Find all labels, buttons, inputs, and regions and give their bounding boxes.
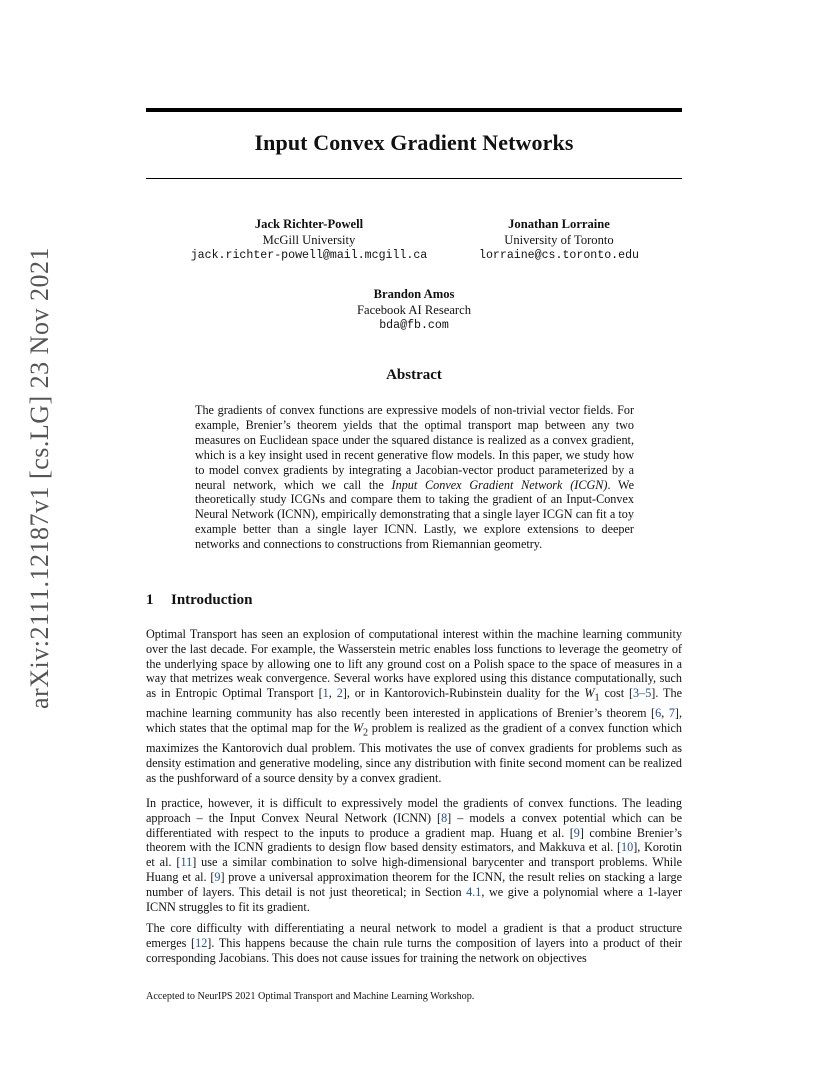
abstract-text-part: The gradients of convex functions are expressive models of non-trivial vector fields. For example, Brenier’s theorem yields that the optimal transport map between any two measures on Euclidean space under the squared distance is realized as a convex gradient, which is a key insight used in recent generative flow models. In this paper, we study how to model convex gradients by integrating a Jacobian-vector product parameterized by a neural network, which we call the: [195, 403, 634, 492]
paragraph-text: ,: [661, 706, 669, 721]
citation-link[interactable]: 9: [214, 869, 221, 884]
paragraph-text: ], or in Kantorovich-Rubinstein duality for the: [342, 686, 585, 701]
citation-link[interactable]: 2: [336, 686, 343, 701]
arxiv-side-stamp: arXiv:2111.12187v1 [cs.LG] 23 Nov 2021: [25, 247, 54, 709]
paragraph-text: ], Korotin et al. [: [146, 840, 682, 870]
citation-link[interactable]: 1: [322, 686, 329, 701]
citation-link[interactable]: 7: [668, 706, 675, 721]
citation-link[interactable]: 11: [180, 855, 193, 870]
section-link[interactable]: 4.1: [466, 884, 482, 899]
paragraph: [146, 627, 682, 786]
paragraph-text: ] prove a universal approximation theorem for the ICNN, the result relies on stacking a large number of layers. This detail is not just theoretical; in Section: [146, 869, 682, 899]
math-symbol: W: [584, 686, 595, 701]
paragraph-text: , we give a polynomial where a 1-layer ICNN struggles to fit its gradient.: [146, 884, 682, 914]
paragraph-text: ]. This happens because the chain rule turns the composition of layers into a product of their corresponding Jacobians. This does not cause issues for training the network on objectives: [146, 935, 682, 965]
footnote-venue: Accepted to NeurIPS 2021 Optimal Transport and Machine Learning Workshop.: [146, 991, 475, 1002]
paragraph-text: In practice, however, it is difficult to expressively model the gradients of convex functions. The leading approach – the Input Convex Neural Network (ICNN) [: [146, 796, 682, 825]
citation-link[interactable]: 3: [633, 686, 640, 701]
citation-link[interactable]: 5: [645, 686, 652, 701]
paragraph: [146, 796, 682, 914]
citation-link[interactable]: 12: [195, 935, 208, 950]
paragraph-text: ,: [328, 686, 337, 701]
paragraph-text: ], which states that the optimal map for the: [146, 706, 683, 736]
title-top-rule: [146, 108, 682, 112]
author-name: Jonathan Lorraine: [508, 217, 610, 231]
author-block: [176, 216, 442, 264]
paragraph-text: ] – models a convex potential which can be differentiated with respect to the inputs to produce a gradient map. Huang et al. [: [146, 810, 682, 840]
paragraph: [146, 921, 682, 965]
author-block: [280, 286, 548, 334]
paper-title: Input Convex Gradient Networks: [254, 130, 574, 155]
author-email[interactable]: bda@fb.com: [379, 319, 449, 332]
paragraph-text: ]. The machine learning community has also recently been interested in applications of Brenier’s theorem [: [146, 686, 682, 721]
author-affiliation: Facebook AI Research: [356, 303, 471, 317]
math-subscript: 2: [362, 727, 369, 739]
math-subscript: 1: [594, 692, 600, 704]
paragraph-text: ] use a similar combination to solve high-dimensional barycenter and transport problems. While Huang et al. [: [146, 855, 682, 884]
paragraph-text: cost [: [599, 686, 634, 701]
author-block: [426, 216, 692, 264]
author-name: Jack Richter-Powell: [254, 217, 364, 231]
citation-range-dash: –: [639, 686, 646, 701]
citation-link[interactable]: 10: [621, 840, 634, 855]
citation-link[interactable]: 8: [441, 810, 448, 825]
section-title: Introduction: [171, 592, 253, 608]
abstract-heading: Abstract: [386, 367, 442, 383]
author-name: Brandon Amos: [373, 287, 455, 301]
section-heading: [146, 592, 252, 609]
paragraph-text: The core difficulty with differentiating a neural network to model a gradient is that a product structure emerges [: [146, 921, 682, 950]
title-bottom-rule: [146, 178, 682, 179]
section-number: 1: [146, 592, 154, 608]
abstract-emphasis: Input Convex Gradient Network (ICGN): [391, 477, 608, 492]
author-affiliation: McGill University: [262, 233, 356, 247]
abstract-text: [195, 403, 634, 552]
math-symbol: W: [352, 721, 363, 736]
citation-link[interactable]: 6: [655, 706, 662, 721]
paragraph-text: ] combine Brenier’s theorem with the ICNN gradients to design flow based density estimators, and Makkuva et al. [: [146, 825, 682, 855]
paragraph-text: problem is realized as the gradient of a convex function which maximizes the Kantorovich dual problem. This motivates the use of convex gradients for problems such as density estimation and generative modeling, since any distribution with finite second moment can be realized as the pushforward of a source density by a convex gradient.: [146, 721, 682, 786]
paragraph-text: Optimal Transport has seen an explosion of computational interest within the machine learning community over the last decade. For example, the Wasserstein metric enables loss functions to leverage the geometry of the underlying space by allowing one to lift any ground cost on a Polish space to the space of measures in a way that metrizes weak convergence. Several works have explored using this distance computationally, such as in Entropic Optimal Transport [: [146, 627, 682, 701]
citation-link[interactable]: 9: [573, 825, 580, 840]
author-email[interactable]: lorraine@cs.toronto.edu: [478, 249, 640, 262]
author-email[interactable]: jack.richter-powell@mail.mcgill.ca: [190, 249, 428, 262]
abstract-text-part: . We theoretically study ICGNs and compare them to taking the gradient of an Input-Convex Neural Network (ICNN), empirically demonstrating that a single layer ICGN can fit a toy example better than a single layer ICNN. Lastly, we explore extensions to deeper networks and connections to constructions from Riemannian geometry.: [195, 477, 634, 552]
author-affiliation: University of Toronto: [504, 233, 614, 247]
